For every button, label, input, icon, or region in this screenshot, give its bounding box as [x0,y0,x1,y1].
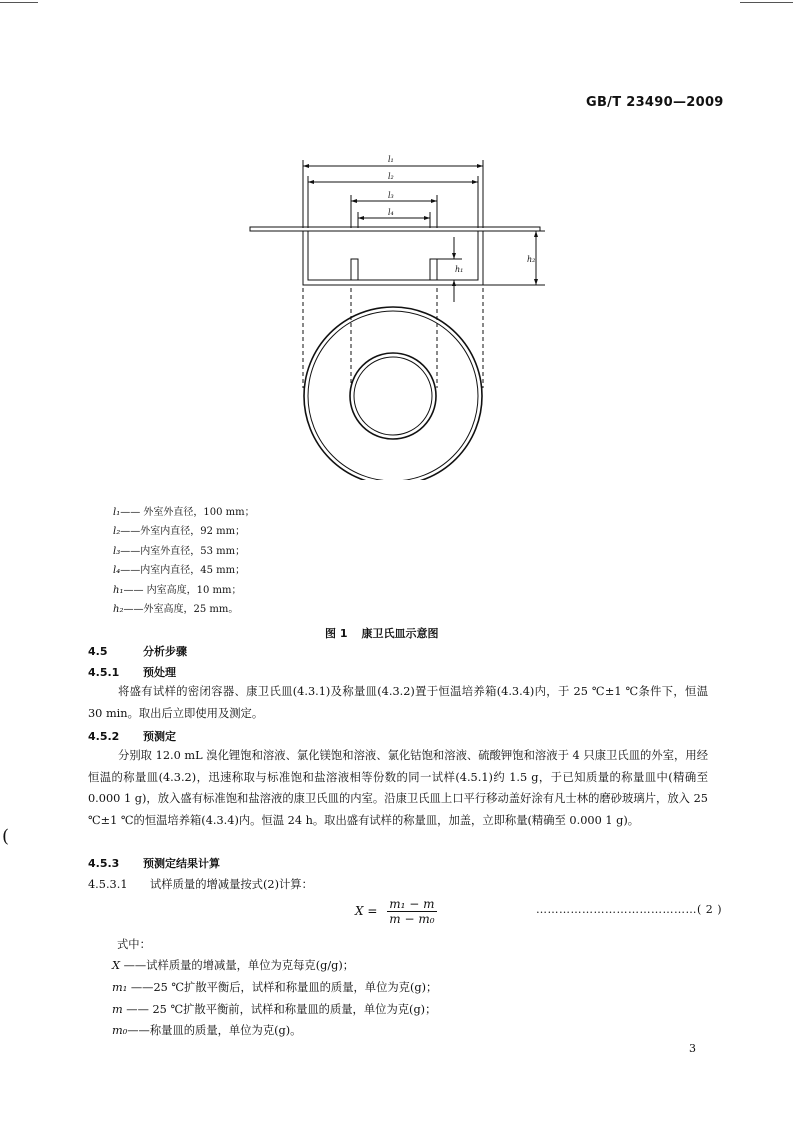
legend-item: l₄——内室内直径，45 mm； [113,565,246,576]
page-number: 3 [689,1042,696,1055]
outer-wall-inner [308,231,478,280]
standard-code: GB/T 23490—2009 [586,95,724,110]
arrow [358,216,364,220]
legend-item: l₃——内室外直径，53 mm； [113,546,246,557]
section-heading-4-5: 4.5 分析步骤 [88,645,187,658]
plan-inner-circle-outer [350,353,436,439]
section-heading-4-5-3: 4.5.3 预测定结果计算 [88,857,220,870]
arrow [452,253,456,259]
variable-definition: m₀——称量皿的质量，单位为克(g)。 [112,1024,302,1037]
arrow [534,231,538,237]
section-heading-4-5-2: 4.5.2 预测定 [88,730,176,743]
arrow [424,216,430,220]
inner-wall-right [430,259,437,280]
label-h2: h₂ [527,255,536,264]
formula-number: ……………………………………( 2 ) [536,903,723,916]
arrow [303,164,309,168]
formula-2: X = $\frac{\text{m₁ − m}}{\text{m − m₀}}$ [355,897,435,926]
conway-dish-diagram [200,140,560,480]
top-edge-mark [0,2,38,3]
label-h1: h₁ [455,265,464,274]
outer-wall-outer [303,231,483,285]
arrow [534,279,538,285]
glass-plate [250,227,540,231]
clause-4-5-3-1: 4.5.3.1 试样质量的增减量按式(2)计算： [88,878,313,891]
label-l2: l₂ [388,172,394,181]
label-l3: l₃ [388,191,394,200]
plan-inner-circle-inner [354,357,432,435]
variable-definition: m₁ ——25 ℃扩散平衡后，试样和称量皿的质量，单位为克(g)； [112,981,438,994]
arrow [431,199,437,203]
legend-item: h₂——外室高度，25 mm。 [113,604,239,615]
paragraph-predetermination: 分别取 12.0 mL 溴化锂饱和溶液、氯化镁饱和溶液、氯化钴饱和溶液、硫酸钾饱和溶液于 4 只康卫氏皿的外室，用经恒温的称量皿(4.3.2)，迅速称取与标准饱和盐溶液相等份数的同一试样(4.5.1)约 1.5 g，于已知质量的称量皿中(精确至 0.000 1 g)，放入盛有标准饱和盐溶液的康卫氏皿的内室。沿康卫氏皿上口平行移动盖好涂有凡士林的磨砂玻璃片，放入 25 ℃±1 ℃的恒温培养箱(4.3.4)内。恒温 24 h。取出盛有试样的称量皿，加盖，立即称量(精确至 0.000 1 g)。 [88,749,708,827]
legend-item: h₁—— 内室高度，10 mm； [113,585,242,596]
arrow [308,180,314,184]
figure-caption: 图 1 康卫氏皿示意图 [325,627,439,640]
arrow [477,164,483,168]
label-l4: l₄ [388,208,394,217]
variable-definition: m —— 25 ℃扩散平衡前，试样和称量皿的质量，单位为克(g)； [112,1003,437,1016]
variable-definition: X ——试样质量的增减量，单位为克每克(g/g)； [112,959,355,972]
arrow [351,199,357,203]
label-l1: l₁ [388,155,394,164]
top-edge-mark-right [740,2,793,3]
arrow [472,180,478,184]
plan-outer-circle-inner [308,311,478,480]
where-intro: 式中： [117,938,151,951]
section-heading-4-5-1: 4.5.1 预处理 [88,666,176,679]
legend-item: l₂——外室内直径，92 mm； [113,526,246,537]
inner-wall-left [351,259,358,280]
arrow [452,280,456,286]
legend-item: l₁—— 外室外直径，100 mm； [113,507,255,518]
paragraph-pretreatment: 将盛有试样的密闭容器、康卫氏皿(4.3.1)及称量皿(4.3.2)置于恒温培养箱(4.3.4)内，于 25 ℃±1 ℃条件下，恒温 30 min。取出后立即使用及测定。 [88,685,708,720]
margin-mark: ( [2,826,10,847]
